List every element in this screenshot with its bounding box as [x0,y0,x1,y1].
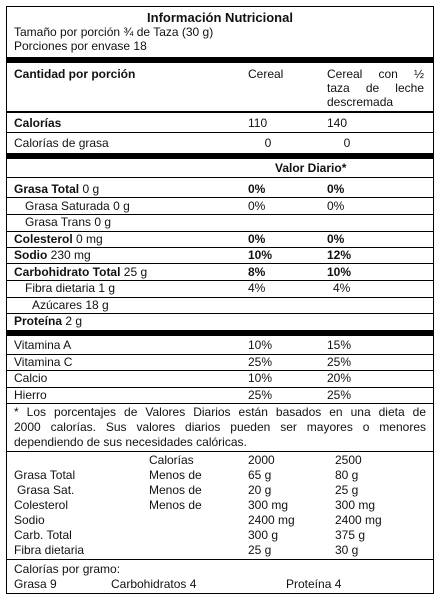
nutrient-row-sodium [14,248,91,262]
footnote-line-3: dependiendo de sus necesidades calóricas. [14,435,247,449]
nutrient-name: Sodio [14,248,48,262]
vitamin-a-label: Vitamina A [14,338,72,352]
reference-row-name: Carb. Total [14,528,72,542]
nutrient-cereal-dv: 8% [248,265,266,279]
vitamin-c-cereal: 25% [248,355,273,369]
thick-divider [7,153,433,159]
nutrient-row-cholesterol [14,232,103,246]
nutrient-cereal-dv: 0% [248,199,266,213]
thick-divider [7,57,433,63]
calories-per-gram-carbs: Carbohidratos 4 [111,577,197,591]
cereal-column-header: Cereal [248,67,284,81]
footnote-line-2: 2000 calorías. Sus valores diarios pueden ser mayores o menores [14,420,426,434]
divider [7,559,433,560]
nutrient-milk-dv: 0% [327,199,345,213]
reference-row-qualifier: Menos de [149,498,202,512]
nutrient-row-protein [14,314,82,328]
nutrient-cereal-dv: 0% [248,182,266,196]
iron-milk: 25% [327,388,352,402]
nutrient-row-dietary-fiber [25,281,115,295]
nutrient-amount: 25 g [123,265,148,279]
reference-row-qualifier: Menos de [149,468,202,482]
nutrient-amount: 0 g [113,199,130,213]
divider [7,111,433,113]
divider [7,197,433,198]
calcium-milk: 20% [327,371,352,385]
divider [7,403,433,404]
reference-row-name: Grasa Sat. [17,483,75,497]
nutrient-row-sugars [32,298,109,312]
calcium-label: Calcio [14,371,48,385]
nutrient-cereal-dv: 4% [248,281,266,295]
nutrient-amount: 0 mg [76,232,103,246]
reference-row-name: Grasa Total [14,468,76,482]
nutrient-amount: 230 mg [50,248,91,262]
nutrient-row-saturated-fat [25,199,130,213]
iron-label: Hierro [14,388,47,402]
reference-row-2500: 80 g [335,468,359,482]
nutrition-facts-label [6,6,434,594]
divider [7,263,433,264]
reference-row-name: Fibra dietaria [14,543,85,557]
nutrient-name: Grasa Trans [25,215,92,229]
nutrient-name: Grasa Total [14,182,80,196]
vitamin-a-cereal: 10% [248,338,273,352]
iron-cereal: 25% [248,388,273,402]
calories-cereal-value: 110 [248,116,268,130]
nutrient-milk-dv: 0% [327,182,345,196]
fat-calories-milk-value: 0 [343,136,351,150]
thick-divider [7,330,433,336]
serving-size: Tamaño por porción ¾ de Taza (30 g) [14,25,214,39]
label-title: Información Nutricional [147,10,293,25]
nutrient-amount: 0 g [94,215,112,229]
nutrient-row-total-carbohydrate [14,265,147,279]
nutrient-amount: 0 g [82,182,100,196]
reference-row-2000: 25 g [248,543,272,557]
nutrient-cereal-dv: 0% [248,232,266,246]
nutrient-milk-dv: 10% [327,265,352,279]
amount-per-serving-header: Cantidad por porción [14,67,136,81]
fat-calories-cereal-value: 0 [264,136,272,150]
nutrient-milk-dv: 0% [327,232,345,246]
divider [7,177,433,178]
cereal-milk-column-header-line1: Cereal con ½ [327,67,424,81]
nutrient-name: Fibra dietaria [25,281,96,295]
reference-row-2500: 300 mg [335,498,376,512]
reference-row-2500: 375 g [335,528,366,542]
reference-row-name: Sodio [14,513,45,527]
calories-per-gram-protein: Proteína 4 [286,577,342,591]
nutrient-name: Azúcares [32,298,83,312]
nutrient-amount: 1 g [98,281,116,295]
nutrient-name: Proteína [14,314,63,328]
calories-per-gram-label: Calorías por gramo: [14,562,121,576]
nutrient-row-trans-fat [25,215,111,229]
calories-per-gram-fat: Grasa 9 [14,577,57,591]
cereal-milk-column-header-line3: descremada [327,95,394,109]
nutrient-milk-dv: 4% [333,281,351,295]
reference-row-2000: 300 mg [248,498,289,512]
reference-row-name: Colesterol [14,498,69,512]
divider [7,451,433,452]
calcium-cereal: 10% [248,371,273,385]
reference-row-2000: 20 g [248,483,272,497]
cereal-milk-column-header-line2: taza de leche [327,81,424,95]
reference-calories-2000: 2000 [248,453,275,467]
reference-calories-2500: 2500 [335,453,362,467]
reference-row-2500: 25 g [335,483,359,497]
reference-row-2000: 300 g [248,528,279,542]
divider [7,387,433,388]
reference-row-2500: 2400 mg [335,513,382,527]
vitamin-a-milk: 15% [327,338,352,352]
divider [7,132,433,133]
vitamin-c-label: Vitamina C [14,355,73,369]
calories-milk-value: 140 [327,116,348,130]
footnote-line-1: * Los porcentajes de Valores Diarios están basados en una dieta de [14,405,426,419]
nutrient-name: Colesterol [14,232,73,246]
calories-label: Calorías [14,116,62,130]
servings-per-container: Porciones por envase 18 [14,39,147,53]
nutrient-milk-dv: 12% [327,248,352,262]
reference-calories-label: Calorías [149,453,194,467]
vitamin-c-milk: 25% [327,355,352,369]
nutrient-cereal-dv: 10% [248,248,273,262]
nutrient-amount: 2 g [65,314,83,328]
nutrient-name: Grasa Saturada [25,199,110,213]
fat-calories-label: Calorías de grasa [14,136,109,150]
reference-row-qualifier: Menos de [149,483,202,497]
reference-row-2000: 65 g [248,468,272,482]
nutrient-name: Carbohidrato Total [14,265,121,279]
nutrient-amount: 18 g [85,298,109,312]
reference-row-2500: 30 g [335,543,359,557]
divider [7,370,433,371]
daily-value-header: Valor Diario* [275,161,347,175]
nutrient-row-total-fat [14,182,99,196]
reference-row-2000: 2400 mg [248,513,295,527]
